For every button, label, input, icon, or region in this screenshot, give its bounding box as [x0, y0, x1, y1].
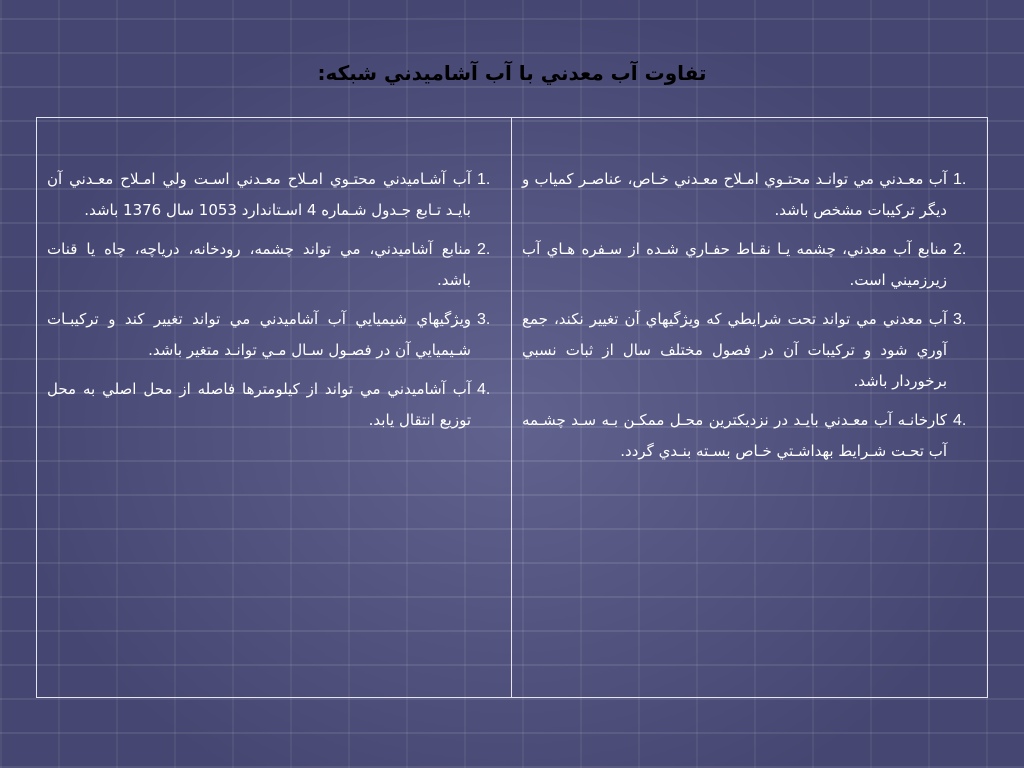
- mineral-water-column: [512, 118, 987, 697]
- list-item: [522, 234, 977, 296]
- mineral-water-item-text: منابع آب معدني، چشمه يـا نقـاط حفـاري شـده از سـفره هـاي آب زيرزميني است.: [522, 240, 947, 289]
- slide-title: تفاوت آب معدني با آب آشاميدني شبکه:: [317, 61, 707, 85]
- list-item: [47, 164, 501, 226]
- list-item: [47, 374, 501, 436]
- item-number: 4.: [953, 412, 967, 429]
- item-number: 3.: [953, 311, 967, 328]
- mineral-water-item-text: آب معدني مي تواند تحت شرايطي که ويژگيهاي آن تغيير نکند، جمع آوري شود و ترکيبات آن در فصول مختلف سال از ثبات نسبي برخوردار باشد.: [522, 310, 947, 390]
- mineral-water-item-text: آب معـدني مي توانـد محتـوي امـلاح معـدني خـاص، عناصـر کمياب و ديگر ترکيبات مشخص باشد.: [522, 170, 947, 219]
- list-item: [522, 164, 977, 226]
- tap-water-item-text: آب آشاميدني مي تواند از کيلومترها فاصله از محل اصلي به محل توزيع انتقال يابد.: [47, 380, 471, 429]
- list-item: [47, 234, 501, 296]
- item-number: 2.: [477, 241, 491, 258]
- comparison-table: [36, 117, 988, 698]
- tap-water-item-text: ويژگيهاي شيميايي آب آشاميدني مي تواند تغيير کند و ترکيبـات شـيميايي آن در فصـول سـال مـي توانـد متغير باشد.: [47, 310, 471, 359]
- item-number: 3.: [477, 311, 491, 328]
- list-item: [47, 304, 501, 366]
- list-item: [522, 304, 977, 397]
- tap-water-item-text: منابع آشاميدني، مي تواند چشمه، رودخانه، درياچه، چاه يا قنات باشد.: [47, 240, 471, 289]
- tap-water-column: [37, 118, 512, 697]
- list-item: [522, 405, 977, 467]
- item-number: 4.: [477, 381, 491, 398]
- item-number: 1.: [477, 171, 491, 188]
- tap-water-item-text: آب آشـاميدني محتـوي امـلاح معـدني اسـت ولي امـلاح معـدني آن بايـد تـابع جـدول شـماره 4 اسـتاندارد 1053 سال 1376 باشد.: [47, 170, 471, 219]
- mineral-water-item-text: کارخانـه آب معـدني بايـد در نزديکترين محـل ممکـن بـه سـد چشـمه آب تحـت شـرايط بهداشـتي خـاص بسـته بنـدي گردد.: [522, 411, 947, 460]
- item-number: 2.: [953, 241, 967, 258]
- item-number: 1.: [953, 171, 967, 188]
